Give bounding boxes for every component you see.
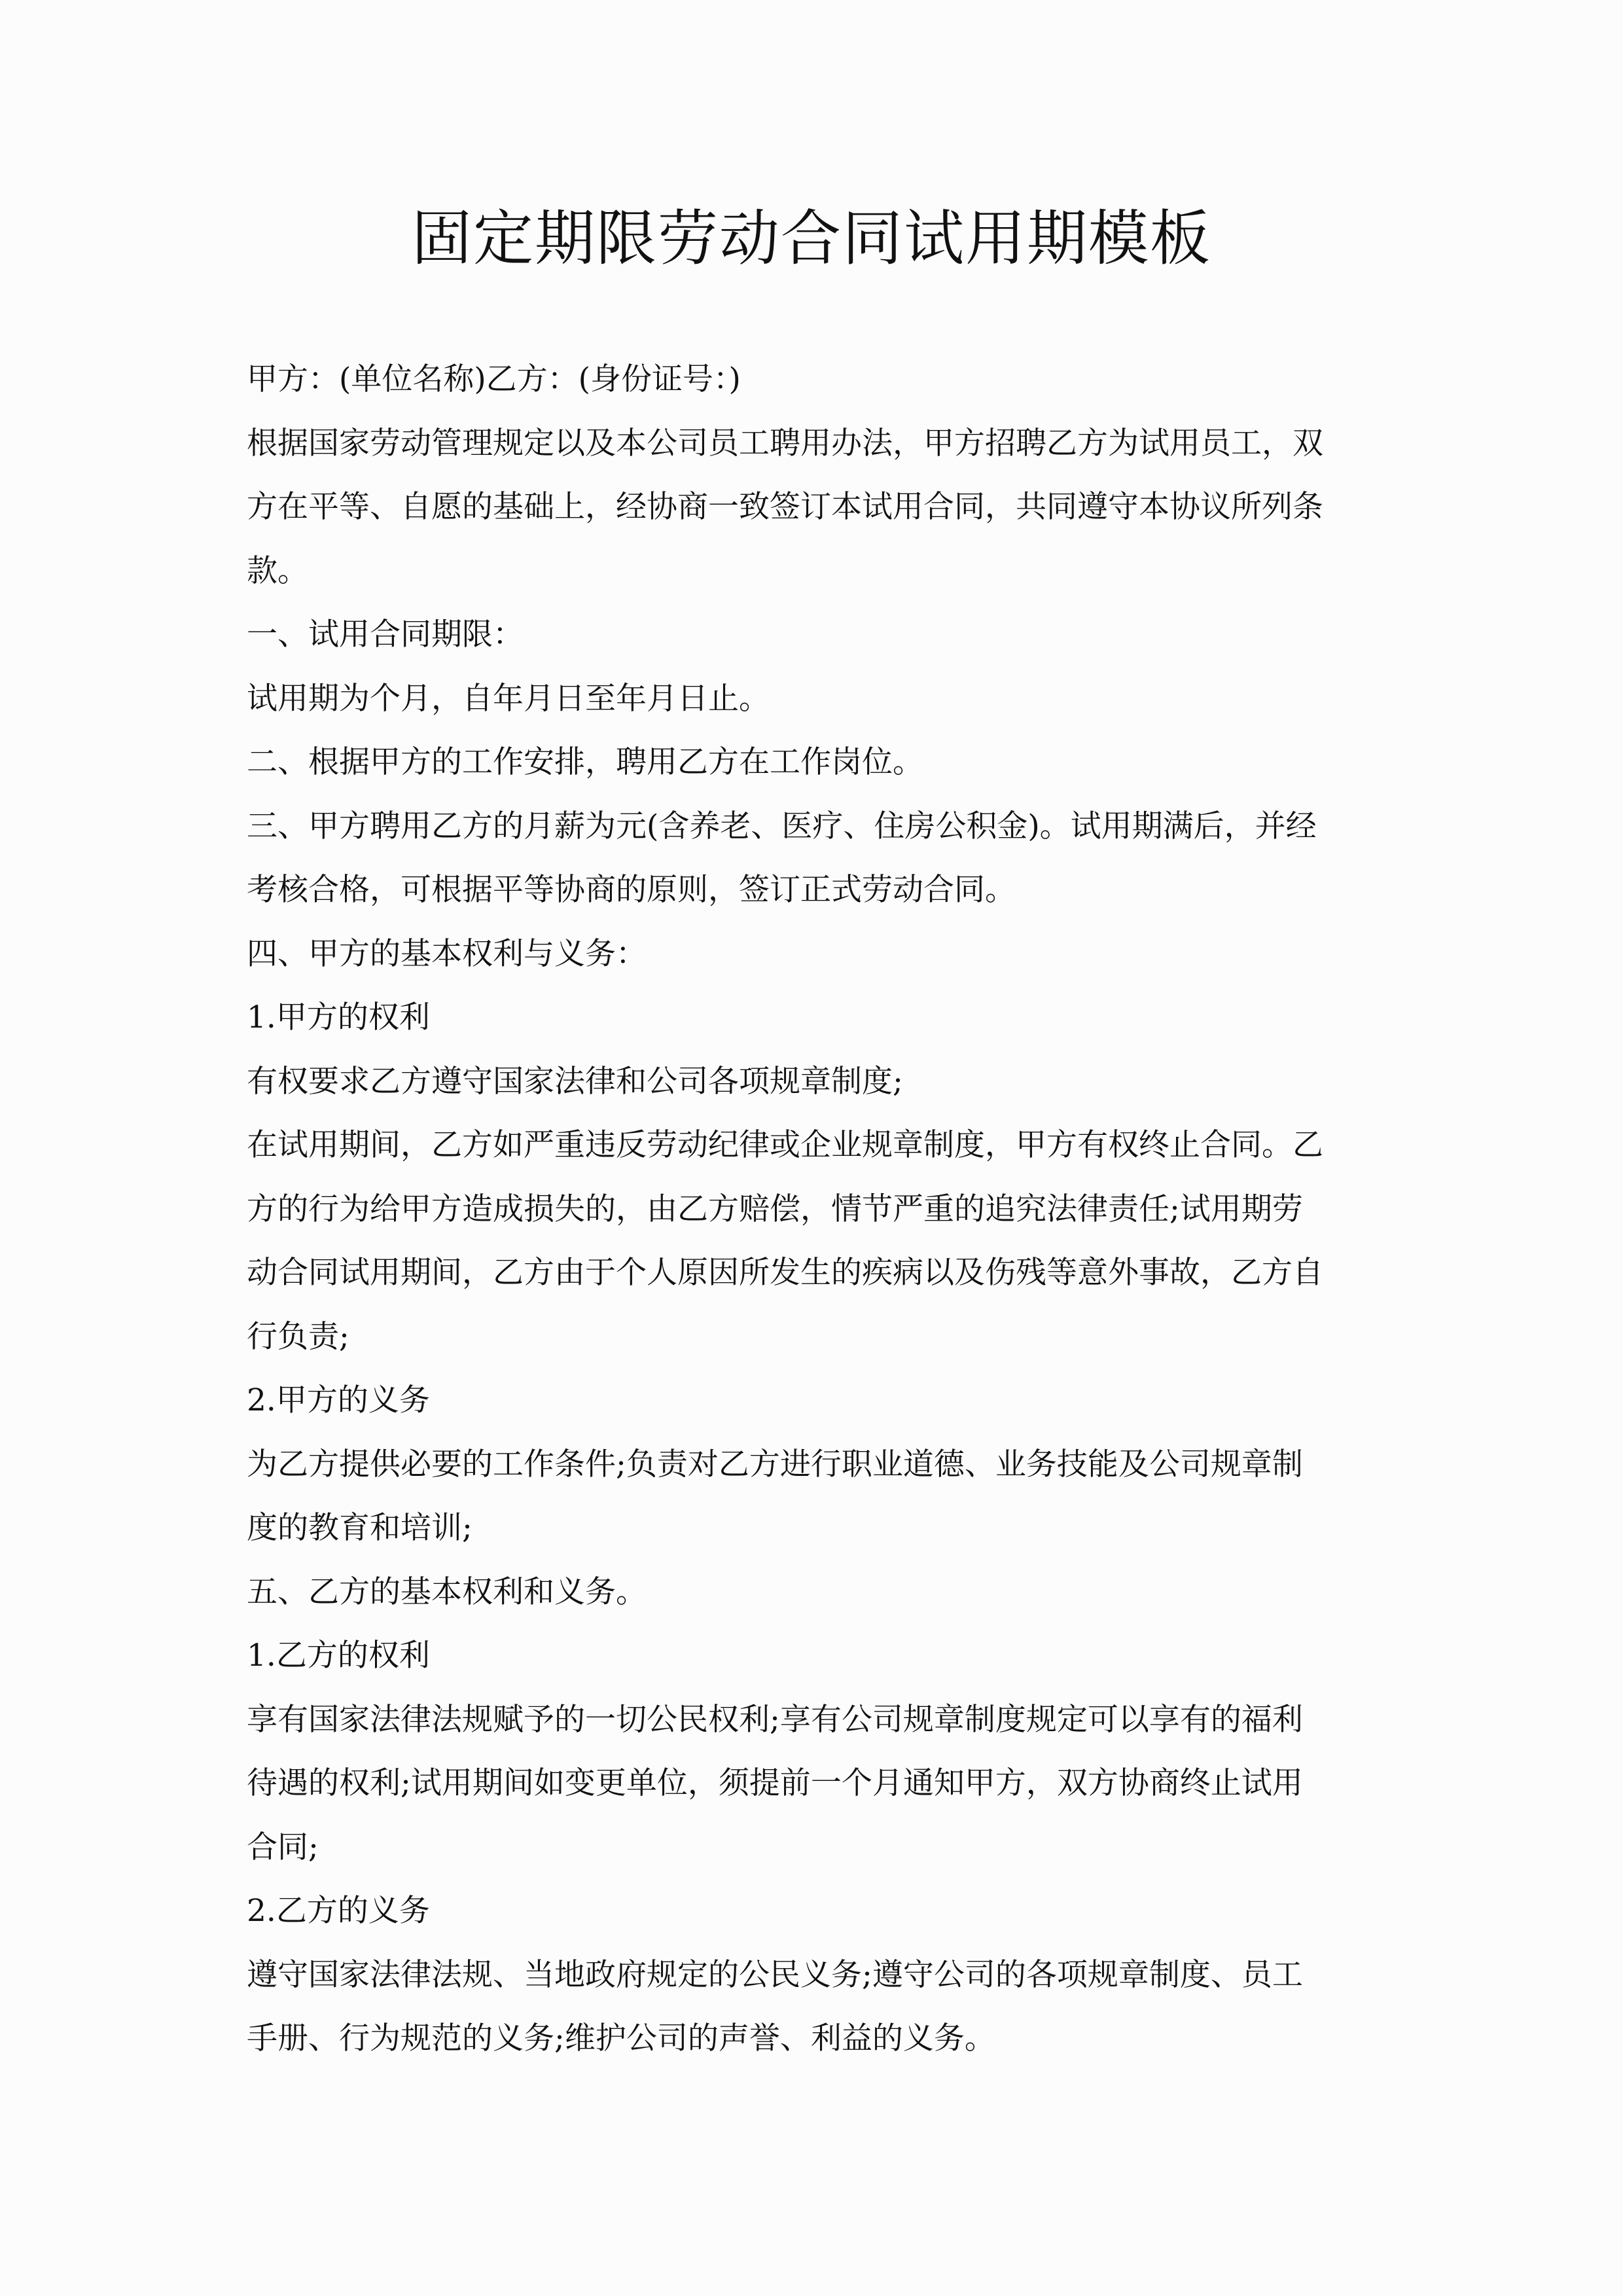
subsection-heading bbox=[247, 1369, 1385, 1433]
section-body bbox=[247, 1943, 1385, 2071]
text-line: 三、甲方聘用乙方的月薪为元(含养老、医疗、住房公积金)。试用期满后，并经 bbox=[247, 808, 1317, 844]
document-title: 固定期限劳动合同试用期模板 bbox=[411, 204, 1211, 274]
section-heading bbox=[247, 1560, 1385, 1624]
text-line: 遵守国家法律法规、当地政府规定的公民义务;遵守公司的各项规章制度、员工 bbox=[247, 1956, 1303, 1993]
section-heading bbox=[247, 603, 1385, 667]
text-line: 甲方：(单位名称)乙方：(身份证号：) bbox=[247, 361, 741, 397]
section-body bbox=[247, 1050, 1385, 1114]
text-line: 考核合格，可根据平等协商的原则，签订正式劳动合同。 bbox=[247, 872, 1016, 908]
section-body bbox=[247, 667, 1385, 731]
text-line: 合同; bbox=[247, 1829, 319, 1865]
text-line: 动合同试用期间，乙方由于个人原因所发生的疾病以及伤残等意外事故，乙方自 bbox=[247, 1255, 1323, 1291]
text-line: 根据国家劳动管理规定以及本公司员工聘用办法，甲方招聘乙方为试用员工，双 bbox=[247, 425, 1323, 461]
text-line: 2.乙方的义务 bbox=[247, 1893, 430, 1929]
section-body bbox=[247, 1433, 1385, 1560]
document-body bbox=[247, 348, 1385, 2071]
text-line: 待遇的权利;试用期间如变更单位，须提前一个月通知甲方，双方协商终止试用 bbox=[247, 1765, 1303, 1801]
text-line: 试用期为个月，自年月日至年月日止。 bbox=[247, 680, 770, 717]
text-line: 二、根据甲方的工作安排，聘用乙方在工作岗位。 bbox=[247, 744, 923, 780]
text-line: 四、甲方的基本权利与义务： bbox=[247, 935, 647, 972]
text-line: 方的行为给甲方造成损失的，由乙方赔偿，情节严重的追究法律责任;试用期劳 bbox=[247, 1191, 1303, 1227]
subsection-heading bbox=[247, 1879, 1385, 1943]
text-line: 款。 bbox=[247, 552, 308, 589]
text-line: 1.甲方的权利 bbox=[247, 999, 430, 1035]
parties-line bbox=[247, 348, 1385, 412]
section-body bbox=[247, 1688, 1385, 1880]
preamble-paragraph bbox=[247, 412, 1385, 603]
text-line: 在试用期间，乙方如严重违反劳动纪律或企业规章制度，甲方有权终止合同。乙 bbox=[247, 1127, 1323, 1163]
section-heading bbox=[247, 730, 1385, 795]
text-line: 一、试用合同期限： bbox=[247, 617, 524, 653]
section-body bbox=[247, 1113, 1385, 1369]
text-line: 2.甲方的义务 bbox=[247, 1382, 430, 1418]
subsection-heading bbox=[247, 1624, 1385, 1688]
text-line: 1.乙方的权利 bbox=[247, 1638, 430, 1674]
text-line: 享有国家法律法规赋予的一切公民权利;享有公司规章制度规定可以享有的福利 bbox=[247, 1701, 1303, 1738]
text-line: 为乙方提供必要的工作条件;负责对乙方进行职业道德、业务技能及公司规章制 bbox=[247, 1446, 1303, 1482]
text-line: 有权要求乙方遵守国家法律和公司各项规章制度; bbox=[247, 1063, 903, 1100]
subsection-heading bbox=[247, 986, 1385, 1050]
section-heading bbox=[247, 922, 1385, 986]
text-line: 手册、行为规范的义务;维护公司的声誉、利益的义务。 bbox=[247, 2020, 995, 2056]
text-line: 方在平等、自愿的基础上，经协商一致签订本试用合同，共同遵守本协议所列条 bbox=[247, 489, 1323, 525]
text-line: 五、乙方的基本权利和义务。 bbox=[247, 1573, 647, 1610]
section-heading bbox=[247, 795, 1385, 922]
text-line: 度的教育和培训; bbox=[247, 1510, 473, 1546]
text-line: 行负责; bbox=[247, 1318, 349, 1355]
